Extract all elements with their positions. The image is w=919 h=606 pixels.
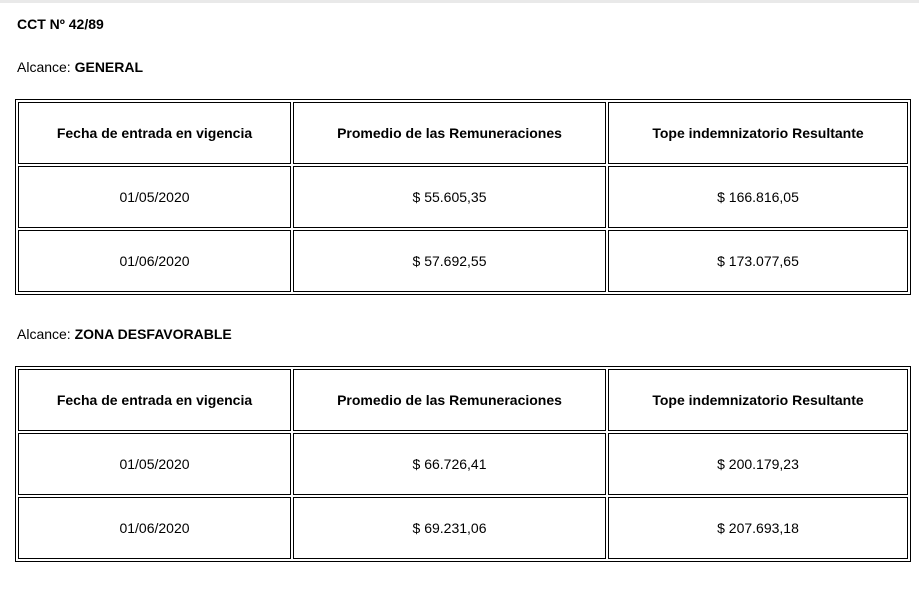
header-tope: Tope indemnizatorio Resultante	[608, 369, 908, 431]
header-fecha: Fecha de entrada en vigencia	[18, 369, 291, 431]
table-row	[18, 230, 908, 292]
cell-fecha: 01/05/2020	[18, 433, 291, 495]
header-promedio: Promedio de las Remuneraciones	[293, 102, 606, 164]
cell-tope: $ 166.816,05	[608, 166, 908, 228]
document-title: CCT Nº 42/89	[17, 16, 104, 32]
scope-value: ZONA DESFAVORABLE	[74, 326, 232, 342]
table-header-row	[18, 102, 908, 164]
table-zona-desfavorable	[15, 366, 911, 562]
cell-fecha: 01/05/2020	[18, 166, 291, 228]
scope-label: Alcance:	[17, 59, 71, 75]
cell-tope: $ 207.693,18	[608, 497, 908, 559]
header-fecha: Fecha de entrada en vigencia	[18, 102, 291, 164]
cell-fecha: 01/06/2020	[18, 497, 291, 559]
table-general	[15, 99, 911, 295]
cell-tope: $ 200.179,23	[608, 433, 908, 495]
table-row	[18, 497, 908, 559]
scope-value: GENERAL	[74, 59, 144, 75]
cell-promedio: $ 57.692,55	[293, 230, 606, 292]
scope-line-general	[17, 58, 143, 76]
scope-label: Alcance:	[17, 326, 71, 342]
cell-fecha: 01/06/2020	[18, 230, 291, 292]
cell-promedio: $ 69.231,06	[293, 497, 606, 559]
cell-promedio: $ 66.726,41	[293, 433, 606, 495]
header-promedio: Promedio de las Remuneraciones	[293, 369, 606, 431]
table-row	[18, 433, 908, 495]
table-header-row	[18, 369, 908, 431]
cell-tope: $ 173.077,65	[608, 230, 908, 292]
top-divider	[0, 0, 919, 3]
header-tope: Tope indemnizatorio Resultante	[608, 102, 908, 164]
scope-line-zona-desfavorable	[17, 325, 232, 343]
table-row	[18, 166, 908, 228]
cell-promedio: $ 55.605,35	[293, 166, 606, 228]
